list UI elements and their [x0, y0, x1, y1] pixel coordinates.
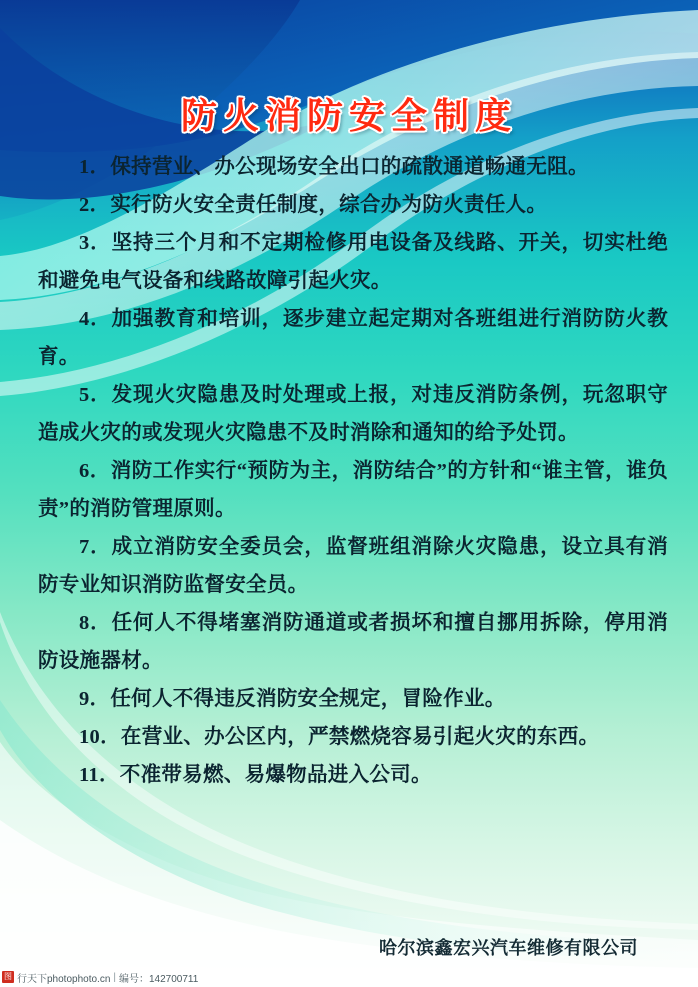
list-item: 7．成立消防安全委员会，监督班组消除火灾隐患，设立具有消防专业知识消防监督安全员。 [38, 536, 668, 596]
list-item: 5．发现火灾隐患及时处理或上报，对违反消防条例，玩忽职守造成火灾的或发现火灾隐患不及时消除和通知的给予处罚。 [38, 384, 668, 444]
list-item: 8．任何人不得堵塞消防通道或者损坏和擅自挪用拆除，停用消防设施器材。 [38, 612, 668, 672]
list-item: 6．消防工作实行“预防为主，消防结合”的方针和“谁主管，谁负责”的消防管理原则。 [38, 460, 668, 520]
list-item: 9．任何人不得违反消防安全规定，冒险作业。 [79, 688, 506, 710]
watermark-separator: | [113, 971, 116, 983]
rules-list [38, 148, 668, 794]
list-item: 1．保持营业、办公现场安全出口的疏散通道畅通无阻。 [79, 156, 589, 178]
page-title: 防火消防安全制度 [180, 96, 517, 136]
list-item: 11．不准带易燃、易爆物品进入公司。 [79, 764, 432, 786]
watermark-id: 编号：142700711 [119, 973, 199, 985]
watermark-logo-icon: 图 [4, 972, 12, 981]
watermark-site: 行天下photophoto.cn [17, 973, 111, 985]
list-item: 4．加强教育和培训，逐步建立起定期对各班组进行消防防火教育。 [38, 308, 668, 368]
company-signature: 哈尔滨鑫宏兴汽车维修有限公司 [379, 938, 638, 958]
list-item: 2．实行防火安全责任制度，综合办为防火责任人。 [79, 194, 548, 216]
list-item: 10．在营业、办公区内，严禁燃烧容易引起火灾的东西。 [79, 726, 600, 748]
watermark [0, 967, 204, 987]
list-item: 3．坚持三个月和不定期检修用电设备及线路、开关，切实杜绝和避免电气设备和线路故障引起火灾。 [38, 232, 668, 292]
